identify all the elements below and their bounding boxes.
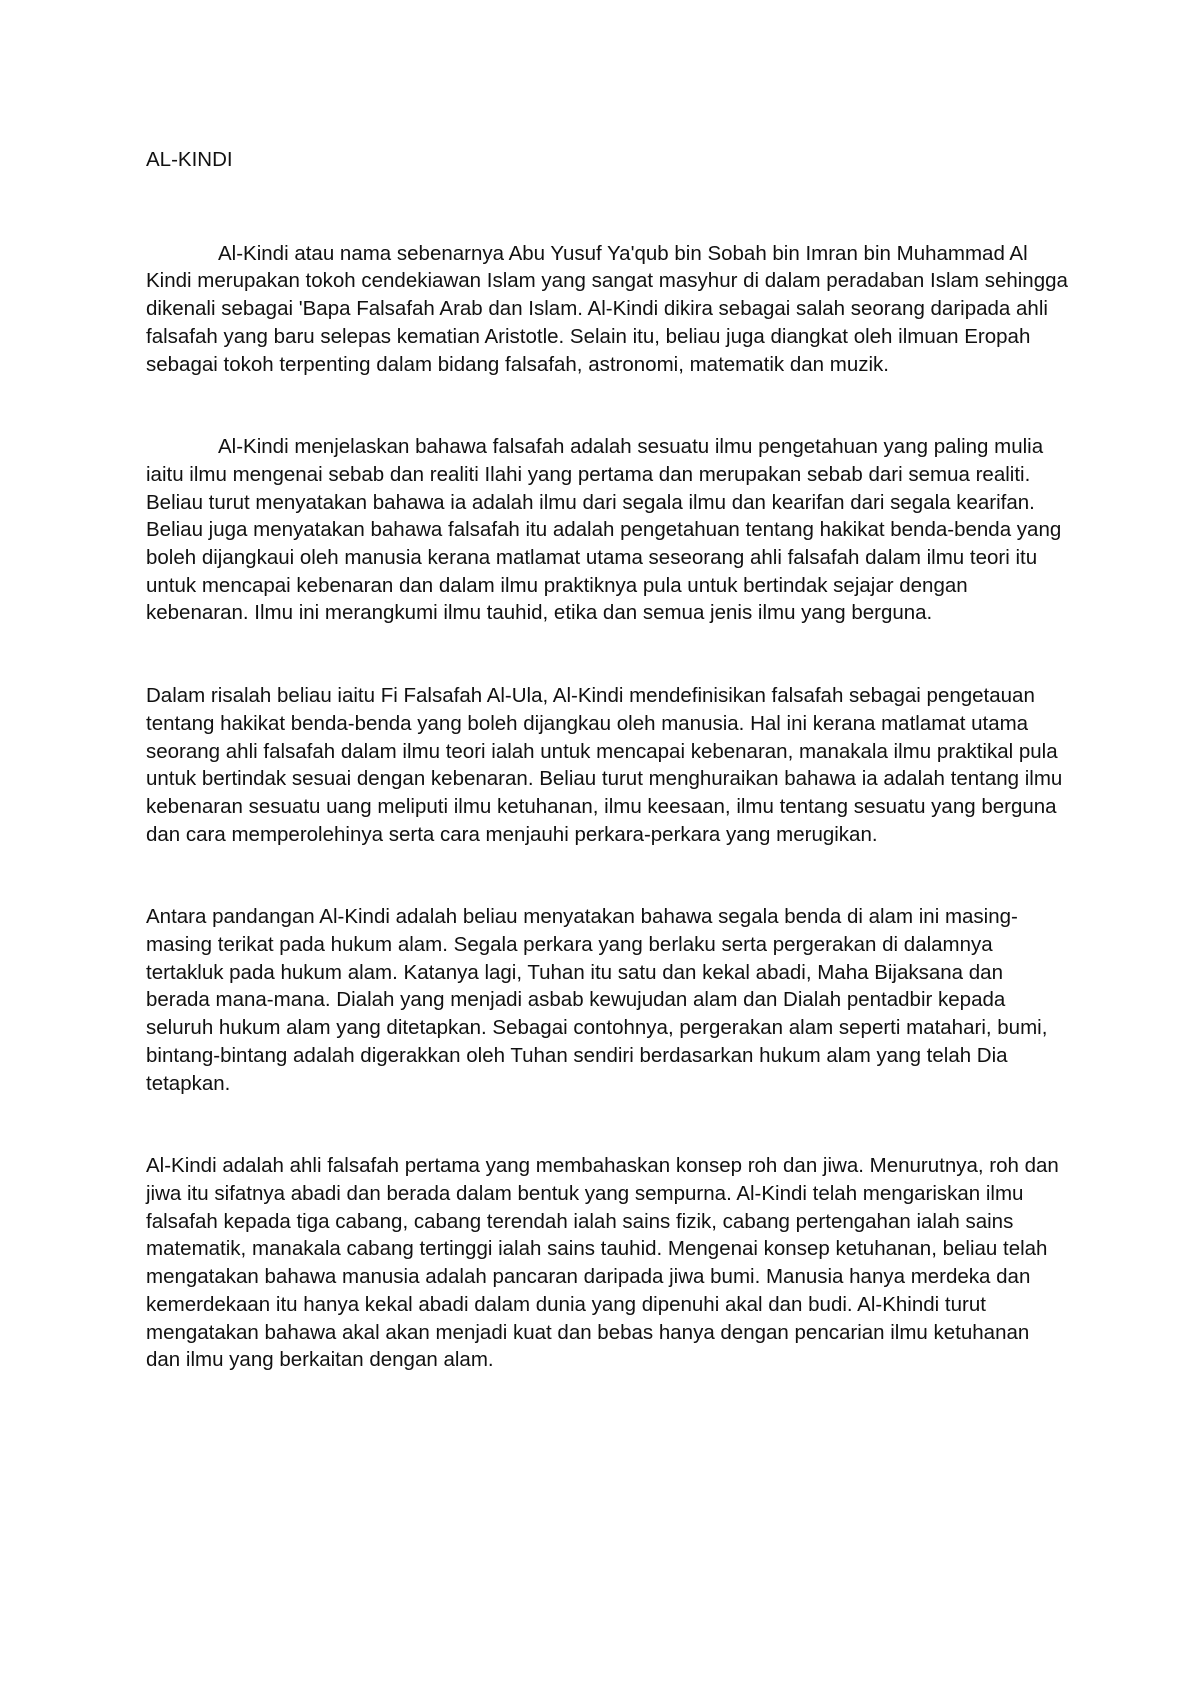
paragraph-2: Al-Kindi menjelaskan bahawa falsafah adalah sesuatu ilmu pengetahuan yang paling mulia iaitu ilmu mengenai sebab dan realiti Ilahi yang pertama dan merupakan sebab dari semua realiti. Beliau turut menyatakan bahawa ia adalah ilmu dari segala ilmu dan kearifan dari segala kearifan. Beliau juga menyatakan bahawa falsafah itu adalah pengetahuan tentang hakikat benda-benda yang boleh dijangkaui oleh manusia kerana matlamat utama seseorang ahli falsafah dalam ilmu teori itu untuk mencapai kebenaran dan dalam ilmu praktiknya pula untuk bertindak sejajar dengan kebenaran. Ilmu ini merangkumi ilmu tauhid, etika dan semua jenis ilmu yang berguna. (146, 435, 1062, 625)
document-body (146, 146, 1068, 1374)
document-title: AL-KINDI (146, 148, 233, 171)
paragraph-5: Al-Kindi adalah ahli falsafah pertama yang membahaskan konsep roh dan jiwa. Menurutnya, roh dan jiwa itu sifatnya abadi dan berada dalam bentuk yang sempurna. Al-Kindi telah mengariskan ilmu falsafah kepada tiga cabang, cabang terendah ialah sains fizik, cabang pertengahan ialah sains matematik, manakala cabang tertinggi ialah sains tauhid. Mengenai konsep ketuhanan, beliau telah mengatakan bahawa manusia adalah pancaran daripada jiwa bumi. Manusia hanya merdeka dan kemerdekaan itu hanya kekal abadi dalam dunia yang dipenuhi akal dan budi. Al-Khindi turut mengatakan bahawa akal akan menjadi kuat dan bebas hanya dengan pencarian ilmu ketuhanan dan ilmu yang berkaitan dengan alam. (146, 1154, 1059, 1372)
paragraph-1: Al-Kindi atau nama sebenarnya Abu Yusuf Ya'qub bin Sobah bin Imran bin Muhammad Al Kindi merupakan tokoh cendekiawan Islam yang sangat masyhur di dalam peradaban Islam sehingga dikenali sebagai 'Bapa Falsafah Arab dan Islam. Al-Kindi dikira sebagai salah seorang daripada ahli falsafah yang baru selepas kematian Aristotle. Selain itu, beliau juga diangkat oleh ilmuan Eropah sebagai tokoh terpenting dalam bidang falsafah, astronomi, matematik dan muzik. (146, 241, 1068, 376)
paragraph-4: Antara pandangan Al-Kindi adalah beliau menyatakan bahawa segala benda di alam ini masing-masing terikat pada hukum alam. Segala perkara yang berlaku serta pergerakan di dalamnya tertakluk pada hukum alam. Katanya lagi, Tuhan itu satu dan kekal abadi, Maha Bijaksana dan berada mana-mana. Dialah yang menjadi asbab kewujudan alam dan Dialah pentadbir kepada seluruh hukum alam yang ditetapkan. Sebagai contohnya, pergerakan alam seperti matahari, bumi, bintang-bintang adalah digerakkan oleh Tuhan sendiri berdasarkan hukum alam yang telah Dia tetapkan. (146, 905, 1048, 1095)
paragraph-3: Dalam risalah beliau iaitu Fi Falsafah Al-Ula, Al-Kindi mendefinisikan falsafah sebagai pengetauan tentang hakikat benda-benda yang boleh dijangkau oleh manusia. Hal ini kerana matlamat utama seorang ahli falsafah dalam ilmu teori ialah untuk mencapai kebenaran, manakala ilmu praktikal pula untuk bertindak sesuai dengan kebenaran. Beliau turut menghuraikan bahawa ia adalah tentang ilmu kebenaran sesuatu uang meliputi ilmu ketuhanan, ilmu keesaan, ilmu tentang sesuatu yang berguna dan cara memperolehinya serta cara menjauhi perkara-perkara yang merugikan. (146, 684, 1063, 846)
